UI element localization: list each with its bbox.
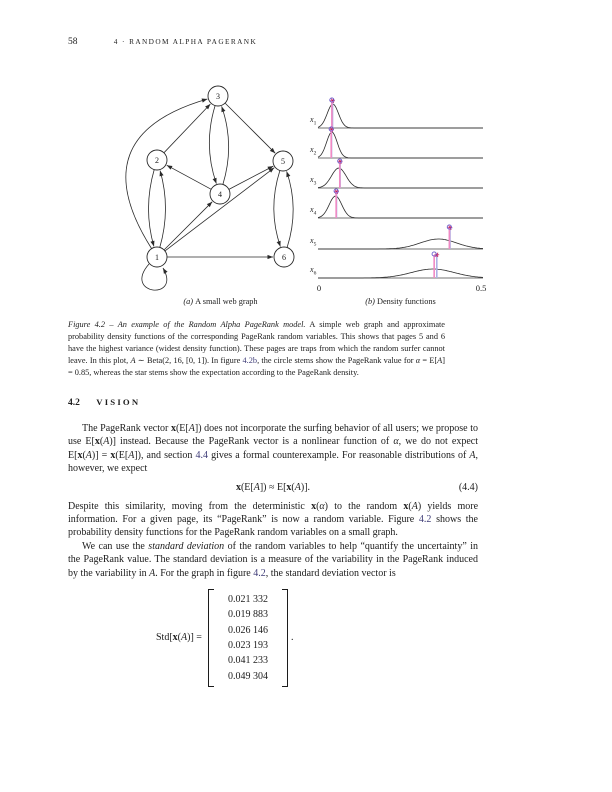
cross-reference-link[interactable]: 4.2 xyxy=(418,514,432,526)
graph-node-label-4: 4 xyxy=(218,189,222,199)
text-segment: ( xyxy=(291,481,295,493)
text-segment: A xyxy=(130,355,136,365)
graph-edge-arrow-4-3 xyxy=(221,106,225,112)
graph-edge-3-5 xyxy=(225,103,275,153)
text-segment: Despite this similarity, moving from the deterministic xyxy=(68,500,312,512)
text-segment: )] instead. Because the PageRank vector is a nonlinear function of xyxy=(109,436,394,448)
paragraph-2 xyxy=(68,500,478,540)
text-segment: A xyxy=(437,355,443,365)
graph-edge-4-5 xyxy=(229,166,273,189)
text-segment: ( xyxy=(82,449,86,461)
text-segment: (E[ xyxy=(175,423,189,434)
running-head: 4 · RANDOM ALPHA PAGERANK xyxy=(113,37,258,46)
text-segment: , however, we expect xyxy=(68,449,478,475)
text-segment: x xyxy=(110,449,116,461)
vector-value: 0.026 146 xyxy=(227,624,268,636)
display-equation xyxy=(68,481,478,495)
text-segment: A xyxy=(294,481,301,493)
graph-edge-4-3 xyxy=(222,106,229,184)
text-segment: ( xyxy=(99,436,104,448)
section-heading xyxy=(68,397,478,408)
text-segment: (a) xyxy=(183,297,196,306)
graph-edge-arrow-3-4 xyxy=(213,178,217,184)
text-segment: gives a formal counterexample. For reasonable distributions of xyxy=(208,449,470,461)
text-segment: α xyxy=(393,436,399,448)
figure-4-2-canvas xyxy=(0,0,612,330)
density-row-label-4: $x_4$ xyxy=(310,205,317,217)
graph-edge-arrow-1-2 xyxy=(160,171,164,177)
cross-reference-link[interactable]: 4.4 xyxy=(195,449,208,461)
paragraph-1 xyxy=(68,422,478,476)
right-bracket xyxy=(282,589,288,687)
text-segment: ( xyxy=(177,632,182,644)
text-segment: x xyxy=(77,449,83,461)
text-segment: = E[ xyxy=(420,355,438,365)
text-segment: The PageRank vector xyxy=(82,423,171,434)
graph-edge-5-6 xyxy=(274,171,281,247)
text-segment: x xyxy=(286,481,292,493)
std-vector-values xyxy=(214,589,282,687)
graph-edge-1-4 xyxy=(164,202,212,250)
subcaption-web-graph xyxy=(118,297,323,306)
text-segment: A small web graph xyxy=(195,297,258,306)
text-segment: ]) ≈ E[ xyxy=(259,481,287,493)
graph-self-loop-arrow-1 xyxy=(163,268,168,274)
text-segment: x xyxy=(172,632,178,644)
text-segment: ( xyxy=(316,500,320,512)
text-segment: x xyxy=(311,500,317,512)
text-segment: Density functions xyxy=(376,297,436,306)
text-segment: of the random variables to help “quantify the uncertainty” in the PageRank value. The standard deviation is a measure of the variability in the PageRank induced by the variability in xyxy=(68,540,478,579)
text-segment: (b) xyxy=(365,297,377,306)
graph-node-label-5: 5 xyxy=(281,156,285,166)
text-segment: )]. xyxy=(300,481,311,493)
density-axis-tick-05: 0.5 xyxy=(475,283,487,293)
text-segment: A xyxy=(469,449,476,461)
page-number: 58 xyxy=(68,37,78,47)
vector-value: 0.023 193 xyxy=(227,639,268,651)
density-curve-4 xyxy=(318,196,483,218)
text-segment: )] = xyxy=(187,632,202,644)
text-segment: A xyxy=(188,423,195,434)
text-segment: A xyxy=(103,436,110,448)
graph-node-label-1: 1 xyxy=(155,252,159,262)
section-number: 4.2 xyxy=(68,398,80,408)
text-segment: standard deviation xyxy=(148,540,225,552)
graph-edge-1-5 xyxy=(165,168,274,251)
text-segment: ) yields more information. For a given page, its “PageRank” is now a random variable. Figure xyxy=(68,500,479,526)
text-segment: , the standard deviation vector is xyxy=(265,567,396,579)
text-segment: Std[ xyxy=(156,632,173,644)
text-segment: x xyxy=(403,500,409,512)
text-column xyxy=(68,397,478,687)
text-segment: ] = 0.85, whereas the star stems show the expectation according to the PageRank density. xyxy=(68,355,445,377)
density-curve-2 xyxy=(318,132,483,158)
text-segment: ]) does not incorporate the surfing behavior of all users; we propose to use E[ xyxy=(68,423,478,448)
cross-reference-link[interactable]: 4.2 xyxy=(253,567,266,579)
text-segment: A xyxy=(149,567,156,579)
text-segment: A xyxy=(181,632,188,644)
text-segment: A xyxy=(253,481,260,493)
text-segment: ∼ Beta(2, 16, [0, 1]). In figure xyxy=(135,355,243,365)
text-segment: x xyxy=(94,436,100,448)
text-segment: . For the graph in figure xyxy=(155,567,254,579)
text-segment: α xyxy=(415,355,421,365)
text-segment: , the circle stems show the PageRank value for xyxy=(257,355,416,365)
graph-node-label-3: 3 xyxy=(216,91,220,101)
text-segment: Figure 4.2 – An example of the Random Alpha PageRank model. xyxy=(68,320,306,329)
equation-period: . xyxy=(290,632,294,644)
density-row-label-3: $x_3$ xyxy=(310,175,317,187)
graph-edge-3-4 xyxy=(209,106,216,184)
text-segment: We can use the xyxy=(82,540,149,552)
density-row-label-1: $x_1$ xyxy=(310,115,317,127)
graph-edge-2-1 xyxy=(149,170,155,247)
graph-self-loop-1 xyxy=(142,264,167,290)
text-segment: x xyxy=(170,423,176,434)
graph-edge-arrow-5-6 xyxy=(277,241,281,247)
density-row-label-5: $x_5$ xyxy=(310,236,317,248)
graph-node-label-2: 2 xyxy=(155,155,159,165)
text-segment: α xyxy=(319,500,325,512)
text-segment: A xyxy=(128,449,135,461)
density-row-label-6: $x_6$ xyxy=(310,265,317,277)
text-segment: A simple web graph and approximate probability density functions of the corresponding PageRank random variables. This shows that pages 5 and 6 have the highest variance (widest density function). These pages are traps from which the random surfer cannot leave. In this plot, xyxy=(68,320,445,365)
density-curve-5 xyxy=(318,239,483,249)
text-segment: ( xyxy=(408,500,412,512)
graph-edge-6-5 xyxy=(287,171,294,247)
std-vector-label xyxy=(156,632,202,643)
graph-edge-arrow-2-1 xyxy=(150,241,154,247)
text-segment: (E[ xyxy=(240,481,254,493)
text-segment: A xyxy=(85,449,92,461)
text-segment: x xyxy=(235,481,241,493)
density-curve-1 xyxy=(318,104,483,128)
graph-edge-arrow-1-3 xyxy=(202,99,208,103)
graph-edge-4-2 xyxy=(167,165,212,189)
text-segment: A xyxy=(411,500,418,512)
density-row-label-2: $x_2$ xyxy=(310,145,317,157)
cross-reference-link[interactable]: 4.2b xyxy=(242,355,258,365)
text-segment: , we do not expect E[ xyxy=(68,436,478,461)
graph-node-label-6: 6 xyxy=(282,252,286,262)
graph-edge-1-2 xyxy=(160,171,166,248)
density-curve-3 xyxy=(318,168,483,188)
text-segment: (E[ xyxy=(115,449,129,461)
section-title: VISION xyxy=(96,397,141,407)
graph-edge-arrow-6-5 xyxy=(286,171,290,177)
figure-caption xyxy=(68,319,445,379)
density-axis-tick-0: 0 xyxy=(316,283,322,293)
paragraph-3 xyxy=(68,540,478,580)
text-segment: ]), and section xyxy=(134,449,196,461)
text-segment: ) to the random xyxy=(324,500,404,512)
vector-value: 0.021 332 xyxy=(227,594,268,606)
graph-edge-1-3 xyxy=(126,99,208,249)
vector-value: 0.019 883 xyxy=(227,609,268,621)
std-vector-equation xyxy=(156,589,478,687)
vector-value: 0.041 233 xyxy=(227,655,268,667)
equation-number: (4.4) xyxy=(458,481,478,493)
equation-body xyxy=(236,482,310,493)
text-segment: shows the probability density functions for the PageRank random variables on a small graph. xyxy=(68,514,478,539)
graph-edge-arrow-4-2 xyxy=(167,165,173,169)
graph-edge-arrow-1-6 xyxy=(268,255,274,259)
vector-value: 0.049 304 xyxy=(227,670,268,682)
graph-edge-2-3 xyxy=(164,104,211,153)
density-curve-6 xyxy=(318,269,483,278)
text-segment: )] = xyxy=(91,449,111,461)
subcaption-density-functions xyxy=(298,297,503,306)
